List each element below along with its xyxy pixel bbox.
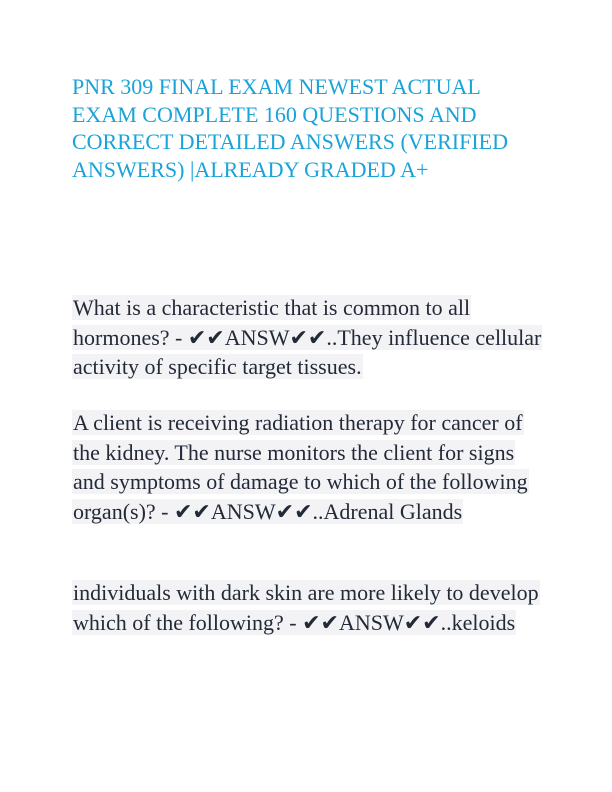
qa-item-text: individuals with dark skin are more likely to develop which of the following? - ✔✔ANSW✔✔..keloids [73, 580, 539, 635]
document-title: PNR 309 FINAL EXAM NEWEST ACTUAL EXAM COMPLETE 160 QUESTIONS AND CORRECT DETAILED ANSWERS (VERIFIED ANSWERS) |ALREADY GRADED A+ [72, 74, 508, 182]
qa-item-text: What is a characteristic that is common to all hormones? - ✔✔ANSW✔✔..They influence cellular activity of specific target tissues. [73, 295, 542, 380]
qa-item-text: A client is receiving radiation therapy for cancer of the kidney. The nurse monitors the client for signs and symptoms of damage to which of the following organ(s)? - ✔✔ANSW✔✔..Adrenal Glands [73, 410, 528, 524]
qa-item [72, 293, 544, 382]
qa-item [72, 408, 544, 526]
qa-item [72, 578, 544, 637]
